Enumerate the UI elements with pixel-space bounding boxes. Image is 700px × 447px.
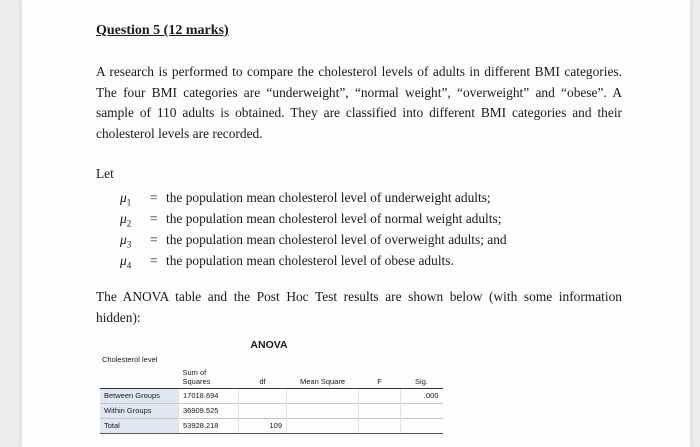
symbol-mu1: $\mu_1$ [120, 190, 132, 208]
cell-ss: 53928.218 [179, 419, 239, 434]
row-label: Total [100, 419, 179, 434]
definitions-list [120, 187, 507, 271]
symbol-mu4: $\mu_4$ [120, 253, 132, 271]
cell-df: 109 [239, 419, 287, 434]
anova-title: ANOVA [250, 339, 288, 351]
header-mean-square: Mean Square [287, 366, 359, 389]
cell-sig [401, 419, 443, 434]
cell-ss: 36909.525 [179, 404, 239, 419]
definition-text: the population mean cholesterol level of underweight adults; [166, 190, 491, 205]
document-page [22, 0, 690, 447]
anova-table [100, 366, 443, 434]
table-row [100, 404, 443, 419]
definition-mu3: $\mu_3$ = the population mean cholesterol level of overweight adults; and [120, 229, 507, 250]
cell-ms [287, 419, 359, 434]
cell-f [359, 389, 401, 404]
definition-text: the population mean cholesterol level of obese adults. [166, 253, 454, 268]
row-label: Between Groups [100, 389, 179, 404]
cell-sig [401, 404, 443, 419]
header-sig: Sig. [401, 366, 443, 389]
cell-df [239, 389, 287, 404]
cell-f [359, 419, 401, 434]
header-sum-of-squares: Sum of Squares [179, 366, 239, 389]
anova-intro-paragraph: The ANOVA table and the Post Hoc Test results are shown below (with some information hidden): [96, 289, 622, 325]
table-row [100, 419, 443, 434]
definition-text: the population mean cholesterol level of normal weight adults; [166, 211, 502, 226]
intro-paragraph: A research is performed to compare the cholesterol levels of adults in different BMI categories. The four BMI categories are “underweight”, “normal weight”, “overweight” and “obese”. A sample of 110 adults is obtained. They are classified into different BMI categories and their cholesterol levels are recorded. [96, 64, 622, 141]
definition-text: the population mean cholesterol level of overweight adults; and [166, 232, 507, 247]
definition-mu1: $\mu_1$ = the population mean cholesterol level of underweight adults; [120, 187, 507, 208]
dependent-variable-label: Cholesterol level [102, 355, 158, 364]
definition-mu2: $\mu_2$ = the population mean cholesterol level of normal weight adults; [120, 208, 507, 229]
row-label: Within Groups [100, 404, 179, 419]
let-label: Let [96, 166, 114, 181]
table-row [100, 389, 443, 404]
definition-mu4: $\mu_4$ = the population mean cholesterol level of obese adults. [120, 250, 507, 271]
cell-f [359, 404, 401, 419]
symbol-mu3: $\mu_3$ [120, 232, 132, 250]
table-header-row [100, 366, 443, 389]
header-df: df [239, 366, 287, 389]
cell-ms [287, 389, 359, 404]
question-title: Question 5 (12 marks) [96, 23, 229, 38]
cell-sig: .000 [401, 389, 443, 404]
cell-ms [287, 404, 359, 419]
symbol-mu2: $\mu_2$ [120, 211, 132, 229]
cell-ss: 17018.694 [179, 389, 239, 404]
header-f: F [359, 366, 401, 389]
header-empty [100, 366, 179, 389]
cell-df [239, 404, 287, 419]
